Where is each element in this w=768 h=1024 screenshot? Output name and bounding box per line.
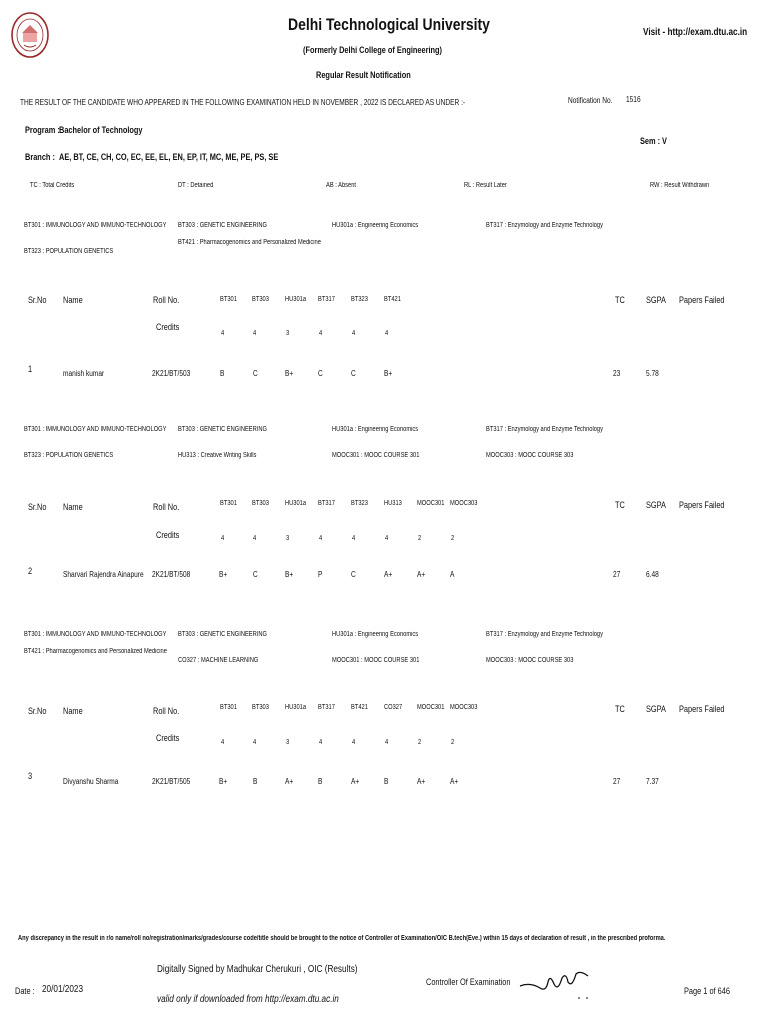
course-list-item: BT301 : IMMUNOLOGY AND IMMUNO-TECHNOLOGY bbox=[24, 426, 167, 433]
course-list-item: HU313 : Creative Writing Skills bbox=[178, 452, 257, 459]
credit-value: 3 bbox=[286, 330, 290, 337]
tc-header: TC bbox=[615, 500, 625, 510]
controller-signature-icon bbox=[516, 962, 596, 1002]
name-header: Name bbox=[63, 502, 83, 512]
course-list-item: BT303 : GENETIC ENGINEERING bbox=[178, 222, 267, 229]
course-list-item: MOOC301 : MOOC COURSE 301 bbox=[332, 452, 420, 459]
credit-value: 4 bbox=[385, 535, 389, 542]
credit-value: 4 bbox=[221, 739, 225, 746]
course-code-header: BT317 bbox=[318, 704, 335, 711]
course-code-header: MOOC303 bbox=[450, 704, 478, 711]
grade: B bbox=[253, 777, 258, 786]
course-code-header: BT317 bbox=[318, 296, 335, 303]
grade: B+ bbox=[285, 570, 294, 579]
sem-value: V bbox=[662, 136, 667, 146]
credit-value: 2 bbox=[418, 535, 422, 542]
course-code-header: BT301 bbox=[220, 704, 237, 711]
credit-value: 4 bbox=[352, 739, 356, 746]
course-list-item: BT421 : Pharmacogenomics and Personalized Medicine bbox=[178, 239, 321, 246]
grade: A+ bbox=[417, 570, 426, 579]
program-label: Program : bbox=[25, 125, 60, 135]
course-list-item: BT301 : IMMUNOLOGY AND IMMUNO-TECHNOLOGY bbox=[24, 222, 167, 229]
course-code-header: BT303 bbox=[252, 704, 269, 711]
tc-header: TC bbox=[615, 295, 625, 305]
grade: C bbox=[253, 369, 258, 378]
course-list-item: HU301a : Engineering Economics bbox=[332, 222, 419, 229]
credit-value: 2 bbox=[418, 739, 422, 746]
course-code-header: CO327 bbox=[384, 704, 403, 711]
validity-note: valid only if downloaded from http://exam.dtu.ac.in bbox=[157, 994, 339, 1005]
digital-signature-text: Digitally Signed by Madhukar Cherukuri , OIC (Results) bbox=[157, 964, 358, 975]
declaration-text: THE RESULT OF THE CANDIDATE WHO APPEARED IN THE FOLLOWING EXAMINATION HELD IN NOVEMBER , 2022 IS DECLARED AS UNDER :- bbox=[20, 98, 466, 107]
course-list-item: BT323 : POPULATION GENETICS bbox=[24, 248, 114, 255]
credit-value: 4 bbox=[352, 330, 356, 337]
legend-absent: AB : Absent bbox=[326, 182, 357, 189]
legend-result-withdrawn: RW : Result Withdrawn bbox=[650, 182, 710, 189]
grade: B+ bbox=[285, 369, 294, 378]
srno-header: Sr.No bbox=[28, 295, 47, 305]
grade: A+ bbox=[285, 777, 294, 786]
notification-number: 1516 bbox=[626, 95, 641, 104]
grade: B+ bbox=[219, 570, 228, 579]
grade: A+ bbox=[351, 777, 360, 786]
course-list-item: MOOC301 : MOOC COURSE 301 bbox=[332, 657, 420, 664]
visit-link[interactable]: Visit - http://exam.dtu.ac.in bbox=[643, 27, 748, 38]
name-header: Name bbox=[63, 706, 83, 716]
legend-result-later: RL : Result Later bbox=[464, 182, 507, 189]
course-code-header: MOOC301 bbox=[417, 704, 445, 711]
credit-value: 4 bbox=[319, 535, 323, 542]
student-sgpa: 6.48 bbox=[646, 570, 659, 579]
notification-type: Regular Result Notification bbox=[316, 70, 411, 80]
legend-total-credits: TC : Total Credits bbox=[30, 182, 75, 189]
course-list-item: BT317 : Enzymology and Enzyme Technology bbox=[486, 222, 604, 229]
student-srno: 3 bbox=[28, 771, 33, 781]
course-code-header: BT301 bbox=[220, 296, 237, 303]
sgpa-header: SGPA bbox=[646, 500, 666, 510]
university-title: Delhi Technological University bbox=[288, 15, 490, 34]
credit-value: 3 bbox=[286, 535, 290, 542]
credit-value: 4 bbox=[253, 739, 257, 746]
program-value: Bachelor of Technology bbox=[59, 125, 143, 135]
formerly-subtitle: (Formerly Delhi College of Engineering) bbox=[303, 45, 443, 55]
course-list-item: BT317 : Enzymology and Enzyme Technology bbox=[486, 426, 604, 433]
grade: C bbox=[253, 570, 258, 579]
student-rollno: 2K21/BT/503 bbox=[152, 369, 191, 378]
course-list-item: BT301 : IMMUNOLOGY AND IMMUNO-TECHNOLOGY bbox=[24, 631, 167, 638]
credit-value: 4 bbox=[385, 330, 389, 337]
grade: B+ bbox=[219, 777, 228, 786]
course-list-item: MOOC303 : MOOC COURSE 303 bbox=[486, 657, 574, 664]
credit-value: 3 bbox=[286, 739, 290, 746]
course-code-header: BT323 bbox=[351, 500, 368, 507]
credit-value: 4 bbox=[319, 330, 323, 337]
page-number: Page 1 of 646 bbox=[684, 986, 730, 996]
grade: B bbox=[318, 777, 323, 786]
date-label: Date : bbox=[15, 986, 35, 996]
course-list-item: HU301a : Engineering Economics bbox=[332, 631, 419, 638]
student-name: Divyanshu Sharma bbox=[63, 777, 119, 786]
course-code-header: HU301a bbox=[285, 500, 307, 507]
notification-label: Notification No. bbox=[568, 96, 613, 105]
credits-header: Credits bbox=[156, 530, 180, 540]
course-code-header: BT301 bbox=[220, 500, 237, 507]
course-code-header: MOOC301 bbox=[417, 500, 445, 507]
papers-failed-header: Papers Failed bbox=[679, 500, 725, 510]
course-code-header: BT303 bbox=[252, 296, 269, 303]
rollno-header: Roll No. bbox=[153, 706, 180, 716]
course-code-header: BT421 bbox=[384, 296, 401, 303]
credit-value: 4 bbox=[352, 535, 356, 542]
course-list-item: HU301a : Engineering Economics bbox=[332, 426, 419, 433]
university-logo-icon bbox=[10, 11, 50, 59]
rollno-header: Roll No. bbox=[153, 295, 180, 305]
sgpa-header: SGPA bbox=[646, 295, 666, 305]
grade: A+ bbox=[384, 570, 393, 579]
course-code-header: HU301a bbox=[285, 296, 307, 303]
grade: B bbox=[220, 369, 225, 378]
grade: B bbox=[384, 777, 389, 786]
student-sgpa: 7.37 bbox=[646, 777, 659, 786]
branch-value: AE, BT, CE, CH, CO, EC, EE, EL, EN, EP, IT, MC, ME, PE, PS, SE bbox=[59, 152, 279, 162]
student-name: manish kumar bbox=[63, 369, 105, 378]
date-value: 20/01/2023 bbox=[42, 984, 84, 995]
course-code-header: MOOC303 bbox=[450, 500, 478, 507]
grade: A+ bbox=[450, 777, 459, 786]
credit-value: 4 bbox=[319, 739, 323, 746]
student-sgpa: 5.78 bbox=[646, 369, 659, 378]
course-code-header: BT303 bbox=[252, 500, 269, 507]
course-code-header: HU301a bbox=[285, 704, 307, 711]
grade: C bbox=[318, 369, 323, 378]
papers-failed-header: Papers Failed bbox=[679, 704, 725, 714]
legend-detained: DT : Detained bbox=[178, 182, 214, 189]
credit-value: 2 bbox=[451, 535, 455, 542]
course-list-item: BT421 : Pharmacogenomics and Personalized Medicine bbox=[24, 648, 167, 655]
controller-label: Controller Of Examination bbox=[426, 977, 511, 987]
grade: A+ bbox=[417, 777, 426, 786]
grade: P bbox=[318, 570, 323, 579]
student-tc: 27 bbox=[613, 777, 621, 786]
course-code-header: BT421 bbox=[351, 704, 368, 711]
credit-value: 2 bbox=[451, 739, 455, 746]
student-rollno: 2K21/BT/508 bbox=[152, 570, 191, 579]
branch-label: Branch : bbox=[25, 152, 55, 162]
tc-header: TC bbox=[615, 704, 625, 714]
student-tc: 23 bbox=[613, 369, 621, 378]
student-srno: 2 bbox=[28, 566, 33, 576]
course-list-item: CO327 : MACHINE LEARNING bbox=[178, 657, 259, 664]
credit-value: 4 bbox=[253, 535, 257, 542]
grade: C bbox=[351, 570, 356, 579]
credits-header: Credits bbox=[156, 733, 180, 743]
sem-label: Sem : bbox=[640, 136, 661, 146]
credits-header: Credits bbox=[156, 322, 180, 332]
course-list-item: BT317 : Enzymology and Enzyme Technology bbox=[486, 631, 604, 638]
papers-failed-header: Papers Failed bbox=[679, 295, 725, 305]
course-list-item: BT303 : GENETIC ENGINEERING bbox=[178, 631, 267, 638]
credit-value: 4 bbox=[253, 330, 257, 337]
discrepancy-note: Any discrepancy in the result in r/o name/roll no/registration/marks/grades/course code/title should be brought to the notice of Controller of Examination/OIC B.tech(Eve.) within 15 days of declaration of result , in the prescribed proforma. bbox=[18, 935, 666, 942]
srno-header: Sr.No bbox=[28, 502, 47, 512]
course-code-header: BT317 bbox=[318, 500, 335, 507]
credit-value: 4 bbox=[221, 330, 225, 337]
credit-value: 4 bbox=[221, 535, 225, 542]
credit-value: 4 bbox=[385, 739, 389, 746]
course-list-item: BT303 : GENETIC ENGINEERING bbox=[178, 426, 267, 433]
name-header: Name bbox=[63, 295, 83, 305]
grade: B+ bbox=[384, 369, 393, 378]
grade: A bbox=[450, 570, 455, 579]
course-code-header: BT323 bbox=[351, 296, 368, 303]
student-rollno: 2K21/BT/505 bbox=[152, 777, 191, 786]
course-list-item: BT323 : POPULATION GENETICS bbox=[24, 452, 114, 459]
sgpa-header: SGPA bbox=[646, 704, 666, 714]
grade: C bbox=[351, 369, 356, 378]
student-name: Sharvari Rajendra Ainapure bbox=[63, 570, 144, 579]
srno-header: Sr.No bbox=[28, 706, 47, 716]
student-srno: 1 bbox=[28, 364, 33, 374]
course-list-item: MOOC303 : MOOC COURSE 303 bbox=[486, 452, 574, 459]
student-tc: 27 bbox=[613, 570, 621, 579]
course-code-header: HU313 bbox=[384, 500, 402, 507]
rollno-header: Roll No. bbox=[153, 502, 180, 512]
